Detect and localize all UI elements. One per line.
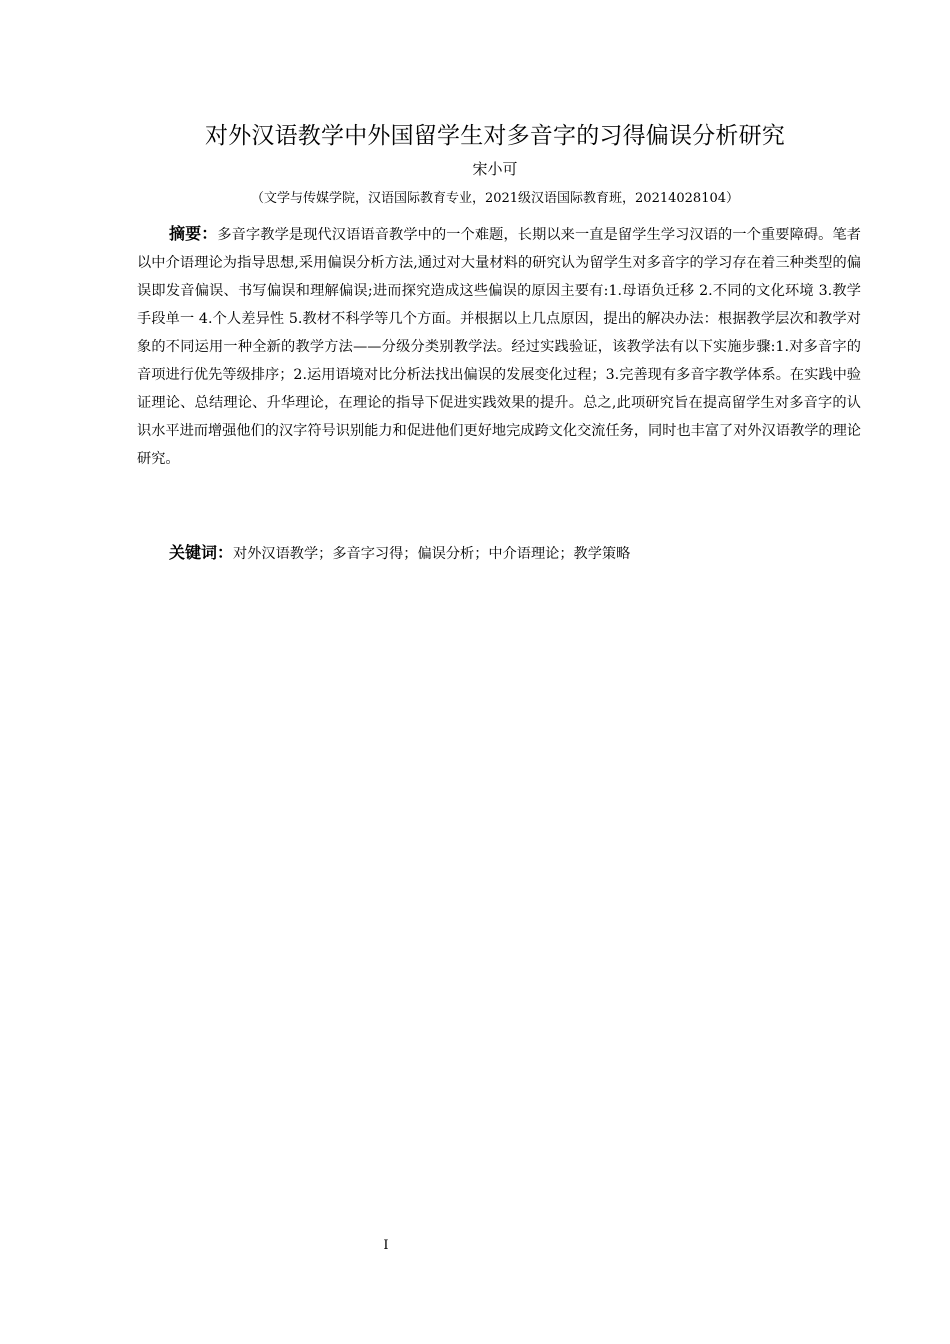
keywords-paragraph — [137, 539, 861, 568]
abstract-text: 多音字教学是现代汉语语音教学中的一个难题，长期以来一直是留学生学习汉语的一个重要障碍。笔者以中介语理论为指导思想,采用偏误分析方法,通过对大量材料的研究认为留学生对多音字的学习存在着三种类型的偏误即发音偏误、书写偏误和理解偏误;进而探究造成这些偏误的原因主要有:1.母语负迁移 2.不同的文化环境 3.教学手段单一 4.个人差异性 5.教材不科学等几个方面。并根据以上几点原因，提出的解决办法：根据教学层次和教学对象的不同运用一种全新的教学方法——分级分类别教学法。经过实践验证，该教学法有以下实施步骤:1.对多音字的音项进行优先等级排序；2.运用语境对比分析法找出偏误的发展变化过程；3.完善现有多音字教学体系。在实践中验证理论、总结理论、升华理论，在理论的指导下促进实践效果的提升。总之,此项研究旨在提高留学生对多音字的认识水平进而增强他们的汉字符号识别能力和促进他们更好地完成跨文化交流任务，同时也丰富了对外汉语教学的理论研究。 — [137, 227, 861, 467]
abstract-paragraph — [137, 220, 861, 473]
paper-title: 对外汉语教学中外国留学生对多音字的习得偏误分析研究 — [205, 123, 785, 149]
abstract-label: 摘要： — [169, 224, 218, 243]
keywords-label: 关键词： — [169, 543, 234, 562]
author-name: 宋小可 — [472, 160, 518, 178]
author-affiliation: （文学与传媒学院，汉语国际教育专业，2021级汉语国际教育班，20214028104） — [250, 191, 740, 206]
keywords-text: 对外汉语教学；多音字习得；偏误分析；中介语理论；教学策略 — [233, 546, 631, 562]
page-number: I — [383, 1238, 389, 1253]
